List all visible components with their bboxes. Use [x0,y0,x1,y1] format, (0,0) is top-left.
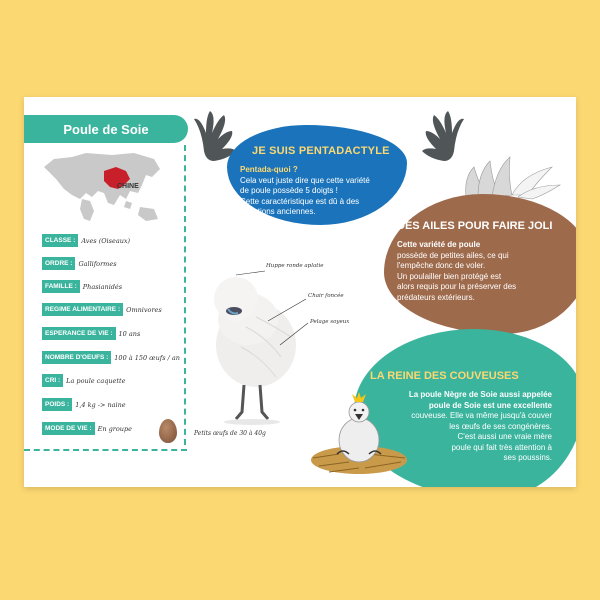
brooder-line: poule qui fait très attention à [451,442,552,452]
nest-hen-illustration [309,382,409,477]
brooder-title: LA REINE DES COUVEUSES [370,370,519,382]
wings-line: Un poulailler bien protégé est [397,271,502,281]
wings-line: alors requis pour la préserver des [397,282,517,291]
infographic-card [24,97,576,487]
pentadactyle-line: de poule possède 5 doigts ! [240,186,338,195]
brooder-line: couveuse. Elle va même jusqu'à couver [411,411,552,420]
fact-key: ESPERANCE DE VIE : [42,327,116,340]
fact-row [42,257,117,270]
crest-annotation: Huppe ronde aplatie [266,263,324,269]
fact-row [42,351,180,364]
pentadactyle-line: Cette caractéristique est dû à des [240,196,360,206]
world-map-illustration [42,149,162,227]
fact-key: CRI : [42,374,63,387]
fact-value: Galliformes [78,259,117,268]
fact-key: REGIME ALIMENTAIRE : [42,303,123,316]
egg-illustration [159,419,177,443]
wings-line: possède de petites ailes, ce qui [397,250,509,260]
egg-caption: Petits œufs de 30 à 40g [194,430,266,437]
brooder-line: les œufs de ses congénères. [449,421,552,431]
skin-annotation: Chair foncée [308,293,344,299]
sidebar-title: Poule de Soie [24,115,188,143]
wings-title: DES AILES POUR FAIRE JOLI [397,220,553,232]
fact-value: Omnivores [126,305,162,314]
fact-key: POIDS : [42,398,72,411]
fact-value: La poule caquette [66,376,126,385]
brooder-line: C'est aussi une vraie mère [457,432,552,441]
fact-row [42,422,132,435]
sidebar-bottom-divider [24,449,187,451]
wings-line: prédateurs extérieurs. [397,292,475,302]
fact-key: FAMILLE : [42,280,80,293]
fact-value: Aves (Oiseaux) [81,236,131,245]
fact-row [42,303,162,316]
brooder-line: poule de Soie est une excellente [428,400,552,410]
wings-text [397,240,576,303]
fact-row [42,280,122,293]
pentadactyle-line: Cela veut juste dire que cette variété [240,175,370,185]
brooder-line: ses poussins. [503,453,552,462]
map-label-china: CHINE [117,183,139,190]
pentadactyle-line: Pentada-quoi ? [240,165,298,174]
fact-key: MODE DE VIE : [42,422,95,435]
fact-row [42,327,140,340]
fact-value: En groupe [97,424,132,433]
fact-row [42,398,126,411]
pentadactyle-title: JE SUIS PENTADACTYLE [252,145,390,157]
fact-row [42,234,130,247]
plumage-annotation: Pelage soyeux [310,319,350,325]
fact-value: 1,4 kg -> naine [75,400,126,409]
fact-key: ORDRE : [42,257,75,270]
pentadactyle-line: mutations anciennes. [240,207,316,216]
wings-line: Cette variété de poule [397,240,481,249]
brooder-line: La poule Nègre de Soie aussi appelée [408,390,552,399]
fact-value: 10 ans [118,329,141,338]
annotation-leaders [224,265,344,355]
fact-key: CLASSE : [42,234,78,247]
fact-value: 100 à 150 œufs / an [114,353,180,362]
wings-line: l'empêche donc de voler. [397,261,486,270]
fact-row [42,374,125,387]
fact-key: NOMBRE D'OEUFS : [42,351,111,364]
pentadactyle-text [240,165,400,218]
fact-value: Phasianidés [82,282,123,291]
